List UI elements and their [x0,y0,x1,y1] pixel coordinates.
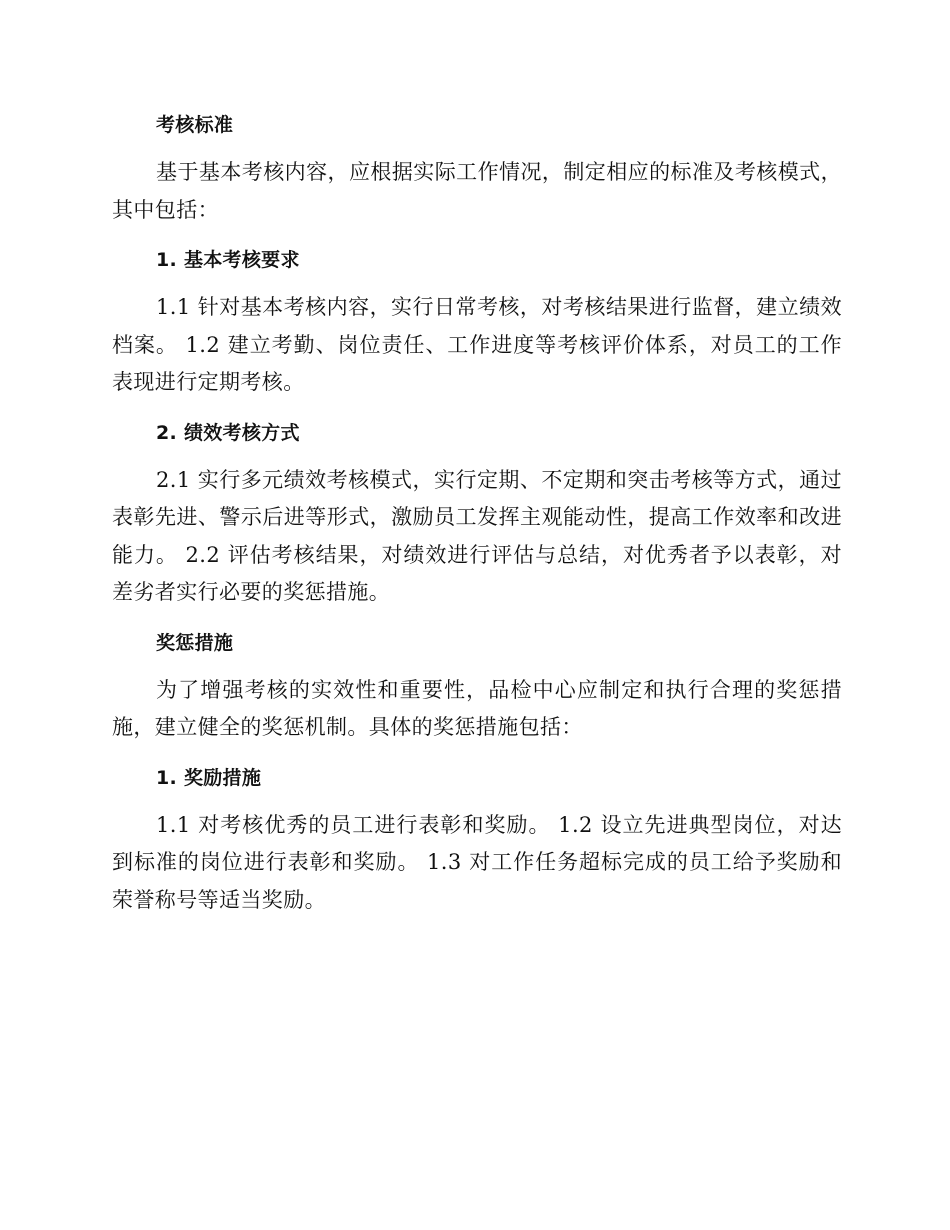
document-page [112,108,842,933]
section-heading-basic-requirements: 1. 基本考核要求 [156,249,300,271]
paragraph-basic-requirements: 1.1 针对基本考核内容，实行日常考核，对考核结果进行监督，建立绩效档案。 1.2 建立考勤、岗位责任、工作进度等考核评价体系，对员工的工作表现进行定期考核。 [112,295,842,394]
paragraph-rewards-penalties-intro: 为了增强考核的实效性和重要性，品检中心应制定和执行合理的奖惩措施，建立健全的奖惩机制。具体的奖惩措施包括： [112,677,842,739]
paragraph-reward-measures: 1.1 对考核优秀的员工进行表彰和奖励。 1.2 设立先进典型岗位，对达到标准的岗位进行表彰和奖励。 1.3 对工作任务超标完成的员工给予奖励和荣誉称号等适当奖励。 [112,812,842,912]
paragraph-assessment-intro: 基于基本考核内容，应根据实际工作情况，制定相应的标准及考核模式，其中包括： [112,160,842,222]
paragraph-performance-methods: 2.1 实行多元绩效考核模式，实行定期、不定期和突击考核等方式，通过表彰先进、警示后进等形式，激励员工发挥主观能动性，提高工作效率和改进能力。 2.2 评估考核结果，对绩效进行评估与总结，对优秀者予以表彰，对差劣者实行必要的奖惩措施。 [112,467,842,604]
section-heading-rewards-penalties: 奖惩措施 [156,631,234,654]
section-heading-reward-measures: 1. 奖励措施 [156,766,262,789]
section-heading-performance-methods: 2. 绩效考核方式 [156,421,300,444]
section-heading-assessment-standards: 考核标准 [156,114,234,136]
